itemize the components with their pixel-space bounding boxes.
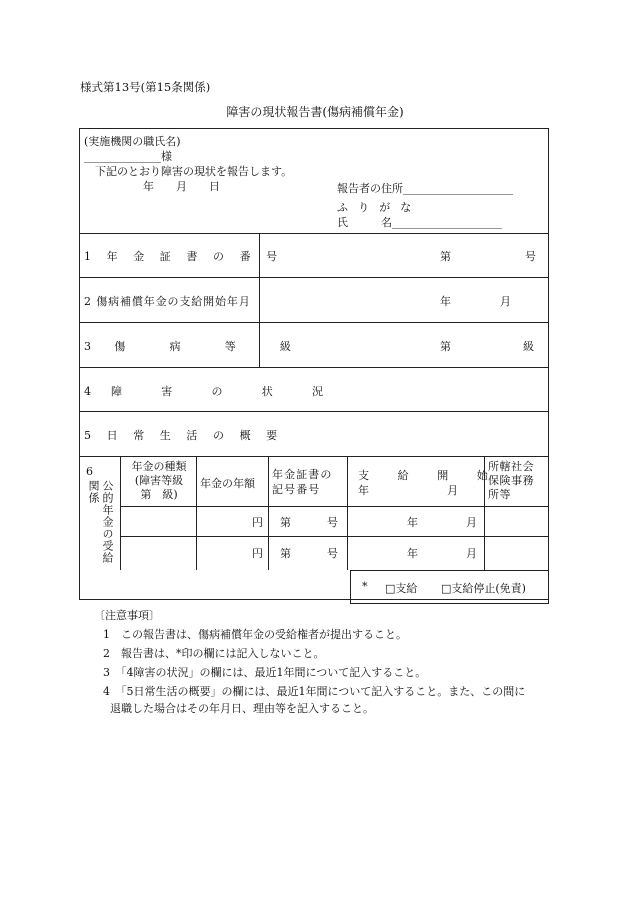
row3-dai: 第 xyxy=(440,340,451,353)
pension-num: 6 xyxy=(86,465,93,478)
row-divider xyxy=(79,456,549,457)
note-4-cont: 退職した場合はその年月日、理由等を記入すること。 xyxy=(110,702,374,715)
pension-dai: 第 xyxy=(280,547,291,560)
date-line[interactable]: 年 月 日 xyxy=(143,180,220,193)
org-label: (実施機関の職氏名) xyxy=(84,135,181,148)
furigana-label: ふ り が な xyxy=(337,201,415,214)
row-divider xyxy=(79,367,549,368)
pension-go: 号 xyxy=(327,547,338,560)
row-divider xyxy=(79,277,549,278)
note-1: 1 この報告書は、傷病補償年金の受給権者が提出すること。 xyxy=(103,628,407,641)
row-divider xyxy=(79,233,549,234)
report-statement: 下記のとおり障害の現状を報告します。 xyxy=(95,165,293,178)
row4-label: 4 障 害 の 状 況 xyxy=(84,385,332,398)
pension-tsuki: 月 xyxy=(466,547,477,560)
pension-col-divider xyxy=(347,456,348,570)
asterisk-mark: * xyxy=(362,580,368,593)
form-number: 様式第13号(第15条関係) xyxy=(80,80,211,94)
row3-kyu: 級 xyxy=(523,340,534,353)
form-frame xyxy=(79,128,549,600)
pension-col4-header-2: 年 月 xyxy=(358,484,462,497)
pension-col2-header: 年金の年額 xyxy=(200,477,255,490)
pension-go: 号 xyxy=(327,516,338,529)
notes-heading: 〔注意事項〕 xyxy=(94,609,160,622)
note-3: 3 「4障害の状況」の欄には、最近1年間について記入すること。 xyxy=(103,666,427,679)
pension-col1-header: 年金の種類 (障害等級 第 級) xyxy=(131,460,187,501)
row-divider xyxy=(79,322,549,323)
sama-line[interactable]: ______________様 xyxy=(84,150,172,163)
row-divider xyxy=(79,411,549,412)
row3-label: 3 傷 病 等 級 xyxy=(84,340,301,353)
pension-side-label: 公的年金の受給関係 xyxy=(87,480,114,564)
reporter-name-field[interactable]: 氏 名____________________ xyxy=(337,216,502,229)
payment-checkbox[interactable]: □支給 xyxy=(385,582,418,595)
pension-col-divider xyxy=(120,456,121,570)
pension-nen: 年 xyxy=(407,547,418,560)
note-4: 4 「5日常生活の概要」の欄には、最近1年間について記入すること。また、この間に xyxy=(103,685,526,698)
pension-col-divider xyxy=(196,456,197,570)
pension-tsuki: 月 xyxy=(466,516,477,529)
row1-label: 1 年 金 証 書 の 番 号 xyxy=(84,250,284,263)
note-2: 2 報告書は、*印の欄には記入しないこと。 xyxy=(103,647,325,660)
pension-yen: 円 xyxy=(252,516,263,529)
document-title: 障害の現状報告書(傷病補償年金) xyxy=(226,105,404,119)
row1-dai: 第 xyxy=(440,250,451,263)
pension-dai: 第 xyxy=(280,516,291,529)
pension-col4-header: 支 給 開 始 xyxy=(358,469,497,482)
pension-yen: 円 xyxy=(252,547,263,560)
row5-label: 5 日 常 生 活 の 概 要 xyxy=(84,429,284,442)
row2-nen: 年 xyxy=(440,295,451,308)
pension-col-divider xyxy=(268,456,269,570)
suspension-checkbox[interactable]: □支給停止(免責) xyxy=(441,582,526,595)
reporter-address-field[interactable]: 報告者の住所____________________ xyxy=(337,182,513,195)
pension-col3-header: 年金証書の 記号番号 xyxy=(272,468,333,496)
pension-nen: 年 xyxy=(407,516,418,529)
row1-go: 号 xyxy=(525,250,536,263)
row2-label: 2 傷病補償年金の支給開始年月 xyxy=(84,295,251,308)
pension-col5-header: 所轄社会 保険事務 所等 xyxy=(488,460,535,501)
row2-tsuki: 月 xyxy=(500,295,511,308)
